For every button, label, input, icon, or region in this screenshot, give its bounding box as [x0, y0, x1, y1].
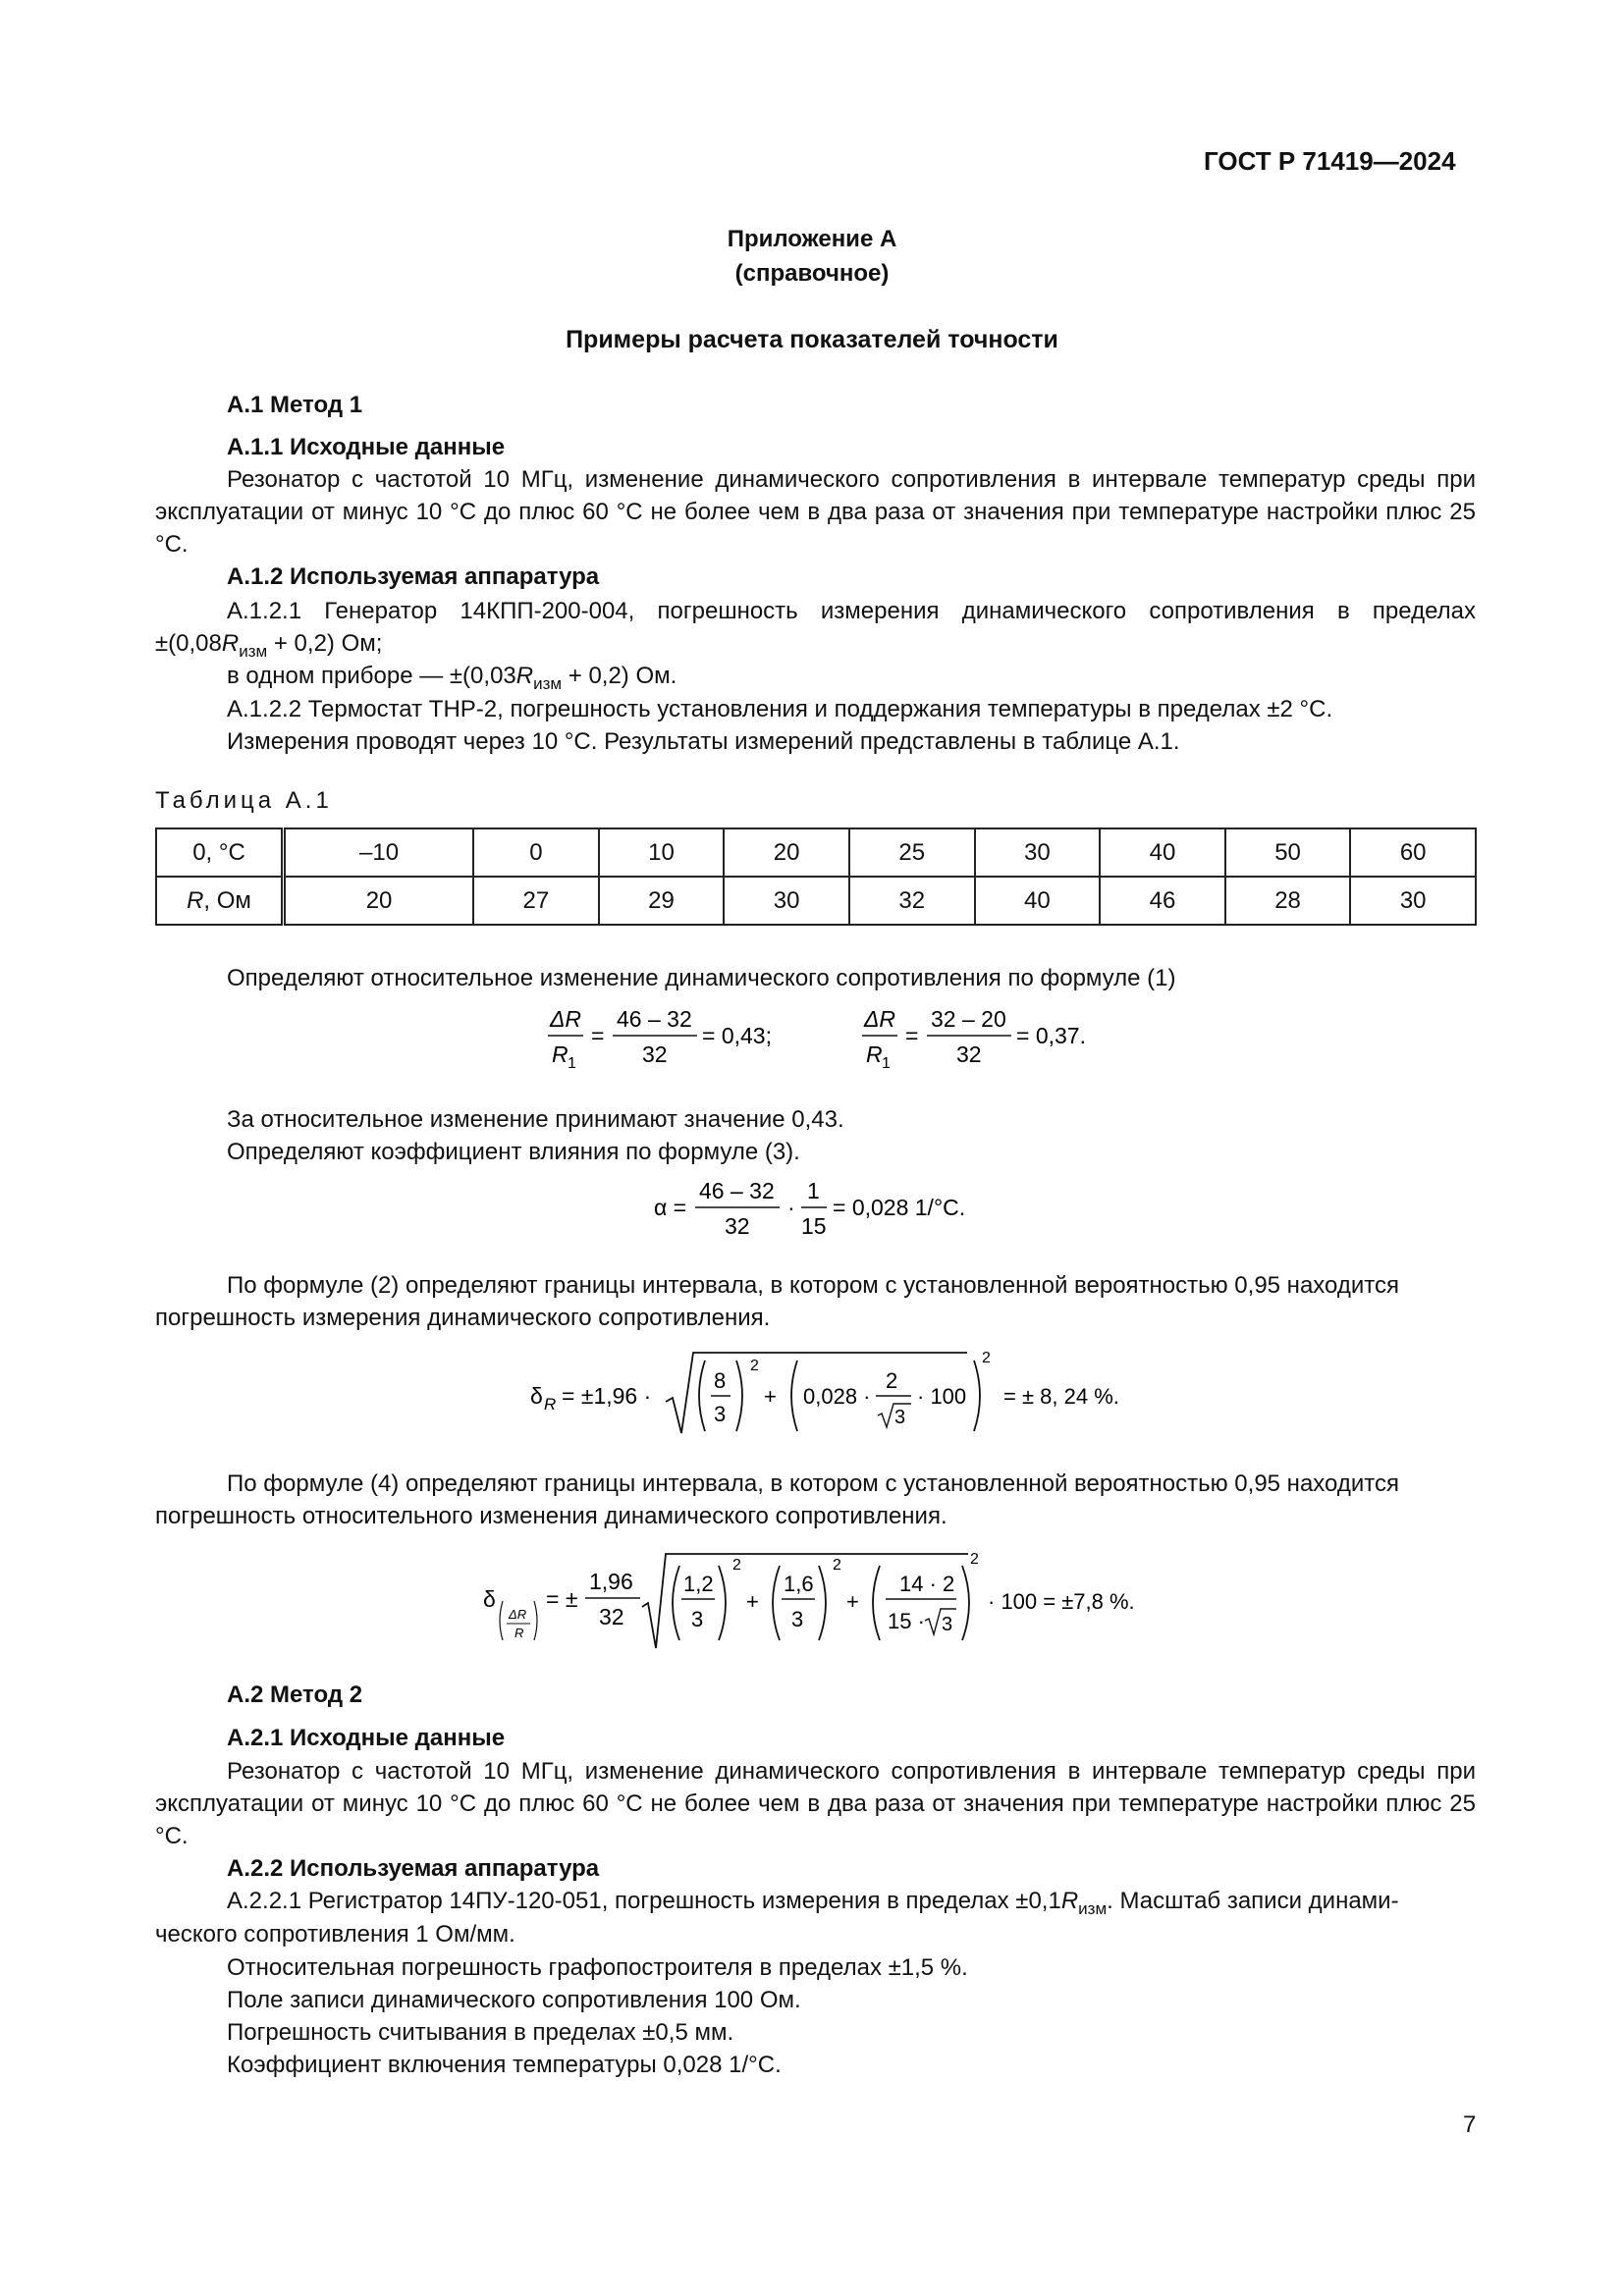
a121-text: А.1.2.1 Генератор 14КПП-200-004, погрешность измерения динамического сопротивления в пределах	[227, 598, 1476, 624]
f1b-res: = 0,37.	[1016, 1023, 1086, 1048]
table-cell: 20	[284, 877, 474, 925]
plotter-error: Относительная погрешность графопостроителя в пределах ±1,5 %.	[227, 1954, 968, 1981]
a21-paragraph: Резонатор с частотой 10 МГц, изменение динамического сопротивления в интервале температур среды при эксплуатации от минус 10 °С до плюс 60 °С не более чем в два раза от значения при температуре настройки плюс 25 °С.	[155, 1758, 1476, 1849]
paren-right	[819, 1566, 826, 1640]
table-cell: –10	[284, 828, 474, 877]
table-cell: 32	[849, 877, 975, 925]
reading-error: Погрешность считывания в пределах ±0,5 мм.	[227, 2019, 734, 2046]
section-a12-title: А.1.2 Используемая аппаратура	[227, 563, 600, 590]
f4-t2-num: 1,6	[784, 1572, 814, 1596]
record-field: Поле записи динамического сопротивления 100 Ом.	[227, 1987, 801, 2013]
f2-num-2: 2	[886, 1368, 898, 1393]
paren-right	[962, 1566, 969, 1640]
table-cell: 30	[975, 828, 1101, 877]
paren-left	[873, 1566, 880, 1640]
a121-line1	[155, 595, 1476, 627]
table-cell: 50	[1225, 828, 1351, 877]
table-cell: 0	[473, 828, 599, 877]
plus-sign: +	[764, 1384, 777, 1409]
paren-right	[974, 1361, 980, 1431]
f2-intro-line2: погрешность измерения динамического сопротивления.	[155, 1305, 771, 1331]
f2-intro-line1: По формуле (2) определяют границы интервала, в котором с установленной вероятностью 0,95 находится	[227, 1272, 1399, 1299]
f4-t3-sqrt: 3	[942, 1614, 953, 1635]
equals-sign: =	[591, 1023, 605, 1048]
table-row	[156, 828, 1476, 877]
a121-line2: $\pm(0,08R_{изм} + 0,2)$ Ом;	[155, 630, 383, 661]
appendix-subtitle: (справочное)	[734, 260, 890, 287]
a11-paragraph: Резонатор с частотой 10 МГц, изменение динамического сопротивления в интервале температур среды при эксплуатации от минус 10 °С до плюс 60 °С не более чем в два раза от значения при температуре настройки плюс 25 °С.	[155, 466, 1476, 558]
f4-t2-den: 3	[791, 1607, 804, 1631]
section-a21-text	[155, 1755, 1476, 1852]
f4-t1-den: 3	[691, 1607, 704, 1631]
table-cell: 20	[724, 828, 849, 877]
f2-num-8: 8	[714, 1368, 727, 1393]
paren-left	[673, 1566, 679, 1640]
f1a-res: = 0,43;	[702, 1023, 772, 1048]
measurements-text: Измерения проводят через 10 °С. Результаты измерений представлены в таблице А.1.	[227, 728, 1180, 755]
table-row-header: 0, °С	[156, 828, 284, 877]
rel-change-intro: Определяют относительное изменение динамического сопротивления по формуле (1)	[227, 965, 1176, 991]
delta-symbol: δ	[483, 1586, 496, 1612]
appendix-title: Приложение А	[727, 226, 897, 252]
table-cell: 29	[599, 877, 725, 925]
f4-t3-den: 15 ·	[888, 1609, 925, 1633]
f4-sub-den: R	[514, 1626, 524, 1640]
f2-pre: = ±1,96 ·	[562, 1383, 652, 1409]
formula-delta-r	[520, 1345, 1149, 1443]
paren-right	[736, 1361, 742, 1431]
alpha-label: α =	[654, 1195, 687, 1220]
formula-relative-change	[540, 1001, 1129, 1080]
table-cell: 10	[599, 828, 725, 877]
paren-left	[791, 1361, 797, 1431]
table-row-header: R, Ом	[156, 877, 284, 925]
f1b-dR: ΔR	[864, 1006, 896, 1032]
plus-sign: +	[846, 1589, 859, 1614]
section-a21-title: А.2.1 Исходные данные	[227, 1725, 506, 1751]
table-cell: 28	[1225, 877, 1351, 925]
f1a-R1-sub: 1	[568, 1055, 576, 1072]
table-caption: Таблица А.1	[155, 787, 333, 814]
paren-left	[500, 1601, 503, 1640]
f4-t3-num: 14 · 2	[899, 1572, 955, 1596]
equals-sign: =	[905, 1023, 919, 1048]
f4-sub-num: ΔR	[509, 1607, 527, 1622]
paren-right	[534, 1601, 537, 1640]
f4-k-num: 1,96	[589, 1569, 633, 1594]
a121-line3: в одном приборе — $\pm(0,03R_{изм} + 0,2)$ Ом.	[227, 663, 677, 693]
plus-sign: +	[746, 1589, 759, 1614]
f4-t1-num: 1,2	[683, 1572, 714, 1596]
section-a1-title: А.1 Метод 1	[227, 392, 363, 418]
alpha-num: 46 – 32	[699, 1178, 775, 1203]
f4-intro-line2: погрешность относительного изменения динамического сопротивления.	[155, 1503, 947, 1529]
paren-left	[773, 1566, 780, 1640]
table-cell: 40	[1100, 828, 1225, 877]
f1b-R1-sub: 1	[882, 1055, 891, 1072]
f2-exp: 2	[750, 1358, 759, 1374]
f4-intro	[155, 1468, 1476, 1500]
f4-exp: 2	[732, 1557, 741, 1574]
alpha-den2: 15	[801, 1213, 827, 1239]
alpha-den: 32	[725, 1213, 750, 1239]
f4-exp: 2	[833, 1557, 841, 1574]
formula-alpha	[648, 1173, 1041, 1252]
alpha-num2: 1	[807, 1178, 820, 1203]
f1b-num: 32 – 20	[931, 1006, 1006, 1032]
f4-res: · 100 = ±7,8 %.	[988, 1589, 1135, 1614]
delta-symbol: δ	[530, 1383, 543, 1409]
table-cell: 30	[1350, 877, 1476, 925]
f2-intro	[155, 1269, 1476, 1302]
delta-r-sub: R	[544, 1395, 557, 1414]
section-a11-text	[155, 463, 1476, 561]
f1a-num: 46 – 32	[617, 1006, 692, 1032]
standard-designation: ГОСТ Р 71419—2024	[1204, 146, 1456, 176]
coef-intro: Определяют коэффициент влияния по формуле (3).	[227, 1139, 800, 1165]
f1b-R1: R	[866, 1041, 883, 1067]
section-a11-title: А.1.1 Исходные данные	[227, 434, 506, 460]
paren-left	[699, 1361, 705, 1431]
page-title: Примеры расчета показателей точности	[566, 326, 1058, 353]
section-a22-title: А.2.2 Используемая аппаратура	[227, 1855, 600, 1882]
f1b-den: 32	[956, 1041, 982, 1067]
alpha-res: = 0,028 1/°С.	[833, 1195, 966, 1220]
f1a-dR: ΔR	[550, 1006, 582, 1032]
a221-text: А.2.2.1 Регистратор 14ПУ-120-051, погрешность измерения в пределах $\pm 0,1R_{изм}$. Масштаб записи динами-	[227, 1888, 1399, 1918]
f2-den-3: 3	[714, 1402, 727, 1426]
dot-operator: ·	[787, 1195, 795, 1220]
table-cell: 25	[849, 828, 975, 877]
f1a-den: 32	[642, 1041, 668, 1067]
formula-delta-relative	[479, 1546, 1186, 1654]
table-cell: 40	[975, 877, 1101, 925]
a122-text: А.1.2.2 Термостат ТНР-2, погрешность установления и поддержания температуры в пределах ±2 °С.	[227, 696, 1333, 722]
f2-coef: 0,028 ·	[803, 1384, 871, 1409]
section-a2-title: А.2 Метод 2	[227, 1682, 363, 1708]
table-cell: 27	[473, 877, 599, 925]
temp-coefficient: Коэффициент включения температуры 0,028 1/°С.	[227, 2052, 782, 2078]
table-cell: 60	[1350, 828, 1476, 877]
f4-exp: 2	[970, 1551, 979, 1568]
a221-line2: ческого сопротивления 1 Ом/мм.	[155, 1921, 515, 1948]
table-cell: 30	[724, 877, 849, 925]
f2-exp: 2	[982, 1350, 991, 1366]
sqrt-sign	[642, 1554, 968, 1648]
f2-res: = ± 8, 24 %.	[1003, 1384, 1119, 1409]
f2-sqrt3: 3	[894, 1407, 906, 1428]
results-table	[155, 828, 1477, 926]
page-number: 7	[1463, 2111, 1477, 2138]
f4-pm: = ±	[546, 1586, 578, 1612]
accept-text: За относительное изменение принимают значение 0,43.	[227, 1106, 844, 1133]
table-cell: 46	[1100, 877, 1225, 925]
f1a-R1: R	[552, 1041, 568, 1067]
f4-k-den: 32	[599, 1604, 624, 1629]
paren-right	[719, 1566, 726, 1640]
table-row	[156, 877, 1476, 925]
f4-intro-line1: По формуле (4) определяют границы интервала, в котором с установленной вероятностью 0,95 находится	[227, 1470, 1399, 1497]
f2-100: · 100	[917, 1384, 967, 1409]
